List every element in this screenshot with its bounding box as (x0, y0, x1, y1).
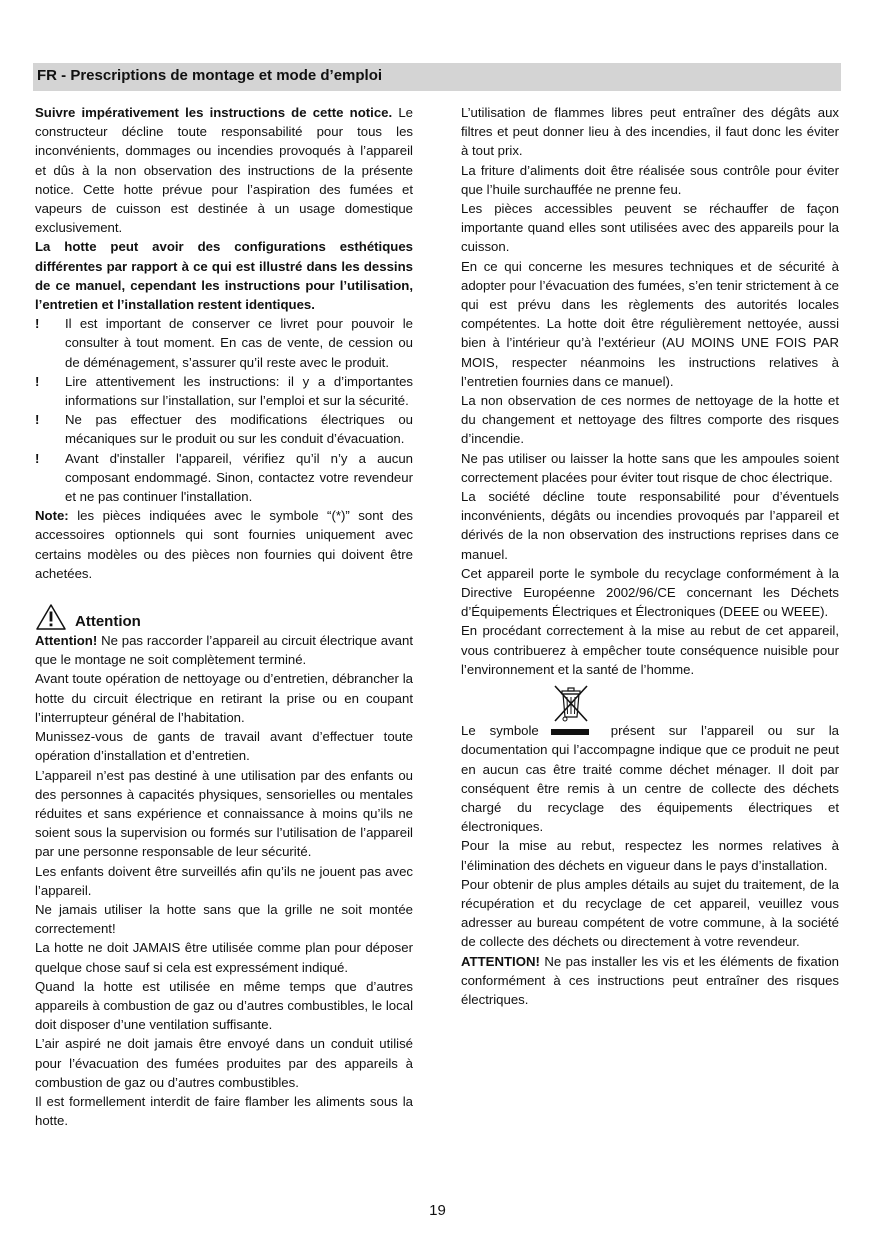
paragraph: La société décline toute responsabilité pour d’éventuels inconvénients, dégâts ou incendies provoqués par l’appareil et dérivés de la non observation des instructions reprises dans ce manuel. (461, 489, 839, 562)
paragraph: Pour obtenir de plus amples détails au sujet du traitement, de la récupération et du recyclage de cet appareil, veuillez vous adresser au bureau compétent de votre commune, à la société de collecte des déchets ou directement à votre revendeur. (461, 876, 839, 950)
intro-text: Le constructeur décline toute responsabilité pour tous les inconvénients, dommages ou incendies provoqués à l’appareil et dûs à la non observation des instructions de la présente notice. Cette hotte prévue pour l’aspiration des fumées et vapeurs de cuisson est destinée à un usage domestique exclusivement. (35, 105, 413, 236)
symbol-lead: Le symbole (461, 723, 539, 739)
note-label: Note: (35, 508, 69, 524)
bullet-item (35, 314, 413, 372)
bullet-item (35, 410, 413, 448)
paragraph: Ne jamais utiliser la hotte sans que la grille ne soit montée correctement! (35, 901, 413, 937)
paragraph: La hotte ne doit JAMAIS être utilisée comme plan pour déposer quelque chose sauf si cela est expressément indiqué. (35, 940, 413, 975)
paragraph: Quand la hotte est utilisée en même temps que d’autres appareils à combustion de gaz ou d’autres combustibles, le local doit disposer d’une ventilation suffisante. (35, 978, 413, 1033)
section-header (33, 63, 841, 91)
section-title: FR - Prescriptions de montage et mode d’emploi (37, 67, 383, 84)
paragraph: L’utilisation de flammes libres peut entraîner des dégâts aux filtres et peut donner lieu à des incendies, il faut donc les éviter à tout prix. (461, 105, 839, 159)
warning-triangle-icon (35, 603, 67, 631)
attention-title: Attention (75, 613, 141, 631)
paragraph: En procédant correctement à la mise au rebut de cet appareil, vous contribuerez à empêcher toute conséquence nuisible pour l’environnement et la santé de l’homme. (461, 623, 839, 677)
weee-bar-icon (551, 729, 589, 735)
bullet-mark: ! (35, 316, 40, 332)
paragraph: Cet appareil porte le symbole du recyclage conformément à la Directive Européenne 2002/96/CE concernant les Déchets d’Équipements Électriques et Électroniques (DEEE ou WEEE). (461, 565, 839, 620)
attention-paragraph (35, 631, 413, 669)
bullet-text: Il est important de conserver ce livret pour pouvoir le consulter à tout moment. En cas de vente, de cession ou de déménagement, s’assurer qu’il reste avec le produit. (65, 316, 413, 370)
paragraph: Pour la mise au rebut, respectez les normes relatives à l’élimination des déchets en vigueur dans le pays d’installation. (461, 838, 839, 873)
paragraph: L’appareil n’est pas destiné à une utilisation par des enfants ou des personnes à capacités physiques, sensorielles ou mentales réduites et sans expérience et connaissance à moins qu’ils ne soient sous la supervision ou formés sur l’utilisation de l’appareil par une personne responsable de leur sécurité. (35, 767, 413, 860)
paragraph: Les pièces accessibles peuvent se réchauffer de façon importante quand elles sont utilisées avec des appareils pour la cuisson. (461, 201, 839, 255)
note-text: les pièces indiquées avec le symbole “(*)” sont des accessoires optionnels qui sont fournies uniquement avec certains modèles ou des pièces non fournies qui doivent être achetées. (35, 508, 413, 581)
right-column (461, 103, 839, 1009)
final-bold: ATTENTION! (461, 953, 540, 969)
intro-paragraph (35, 103, 413, 237)
bullet-mark: ! (35, 373, 40, 389)
paragraph: L’air aspiré ne doit jamais être envoyé dans un conduit utilisé pour l’évacuation des fumées produites par des appareils à combustion de gaz ou d’autres combustibles. (35, 1036, 413, 1090)
paragraph: Les enfants doivent être surveillés afin qu’ils ne jouent pas avec l’appareil. (35, 863, 413, 898)
bullet-text: Avant d'installer l'appareil, vérifiez qu’il n’y a aucun composant endommagé. Sinon, contactez votre revendeur et ne pas continuer l'installation. (65, 450, 413, 505)
bullet-mark: ! (35, 412, 40, 428)
paragraph: En ce qui concerne les mesures techniques et de sécurité à adopter pour l’évacuation des fumées, s’en tenir strictement à ce qui est prévu dans les règlements des autorités locales compétentes. La hotte doit être régulièrement nettoyée, aussi bien à l’intérieur qu’à l’extérieur (AU MOINS UNE FOIS PAR MOIS, respecter néanmoins les instructions relatives à l’entretien fournies dans ce manuel). (461, 258, 839, 389)
paragraph: La friture d’aliments doit être réalisée sous contrôle pour éviter que l’huile surchauffée ne prenne feu. (461, 162, 839, 197)
intro-bold: Suivre impérativement les instructions de cette notice. (35, 105, 393, 120)
crossed-out-bin-icon (551, 683, 591, 723)
final-text: Ne pas installer les vis et les éléments de fixation conformément à ces instructions peut entraîner des risques électriques. (461, 953, 839, 1007)
page-number: 19 (429, 1202, 446, 1219)
left-column (35, 103, 413, 1130)
attention-bold: Attention! (35, 633, 98, 649)
bullet-text: Lire attentivement les instructions: il y a d’importantes informations sur l’installation, sur l’emploi et sur la sécurité. (65, 373, 413, 409)
configuration-notice: La hotte peut avoir des configurations esthétiques différentes par rapport à ce qui est illustré dans les dessins de ce manuel, cependant les instructions pour l’utilisation, l’entretien et l’installation restent identiques. (35, 239, 413, 313)
bullet-item (35, 372, 413, 410)
paragraph: Ne pas utiliser ou laisser la hotte sans que les ampoules soient correctement placées pour éviter tout risque de choc électrique. (461, 450, 839, 485)
paragraph: Avant toute opération de nettoyage ou d’entretien, débrancher la hotte du circuit électrique en retirant la prise ou en coupant l’interrupteur général de l’habitation. (35, 671, 413, 725)
final-warning (461, 952, 839, 1010)
bullet-mark: ! (35, 450, 40, 466)
weee-symbol-area (461, 679, 839, 721)
note-paragraph (35, 506, 413, 583)
bullet-item (35, 449, 413, 507)
symbol-text: présent sur l’appareil ou sur la documentation qui l’accompagne indique que ce produit ne peut en aucun cas être traité comme déchet ménager. Il doit par conséquent être remis à un centre de collecte des déchets chargé du recyclage des équipements électriques et électroniques. (461, 723, 839, 835)
paragraph: La non observation de ces normes de nettoyage de la hotte et du changement et nettoyage des filtres comporte des risques d’incendie. (461, 393, 839, 447)
attention-heading (35, 597, 413, 631)
attention-text: Ne pas raccorder l’appareil au circuit électrique avant que le montage ne soit complètement terminé. (35, 633, 413, 668)
symbol-paragraph (461, 721, 839, 836)
paragraph: Il est formellement interdit de faire flamber les aliments sous la hotte. (35, 1093, 413, 1129)
bullet-text: Ne pas effectuer des modifications électriques ou mécaniques sur le produit ou sur les conduit d’évacuation. (65, 412, 413, 447)
paragraph: Munissez-vous de gants de travail avant d’effectuer toute opération d’installation et d’entretien. (35, 729, 413, 764)
